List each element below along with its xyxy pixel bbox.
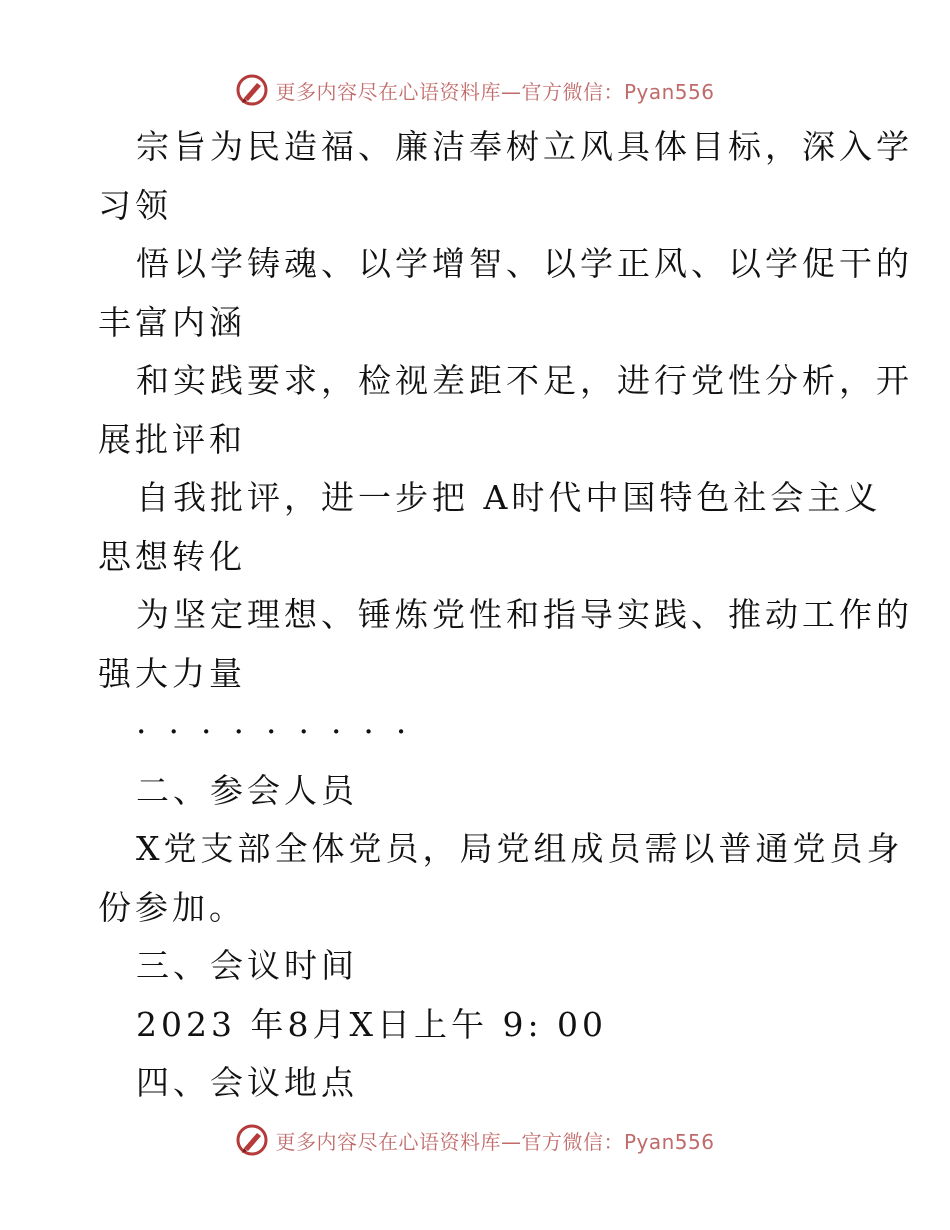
text-line: 宗旨为民造福、廉洁奉树立风具体目标，深入学	[136, 127, 913, 166]
document-body	[98, 118, 913, 1113]
text-line: 2023 年8月X日上午 9: 00	[136, 1004, 608, 1044]
text-line: 为坚定理想、锤炼党性和指导实践、推动工作的	[136, 595, 913, 634]
text-line: 思想转化	[98, 536, 246, 576]
text-line: ·········	[136, 712, 429, 751]
text-line: 四、会议地点	[136, 1063, 358, 1102]
text-line: 三、会议时间	[136, 946, 358, 985]
text-line: 和实践要求，检视差距不足，进行党性分析，开	[136, 361, 913, 400]
text-line: 悟以学铸魂、以学增智、以学正风、以学促干的	[136, 244, 913, 283]
header-banner	[0, 70, 950, 110]
text-line: 展批评和	[98, 419, 246, 459]
footer-banner-text: 更多内容尽在心语资料库—官方微信：Pyan556	[275, 1129, 715, 1154]
text-line: 强大力量	[98, 653, 246, 693]
text-line: 丰富内涵	[98, 302, 246, 342]
pen-logo-icon	[235, 73, 269, 107]
header-banner-text: 更多内容尽在心语资料库—官方微信：Pyan556	[275, 79, 715, 104]
text-line: 习领	[98, 185, 172, 225]
text-line: 自我批评，进一步把 A时代中国特色社会主义	[136, 478, 882, 517]
text-line: 份参加。	[98, 887, 246, 927]
footer-banner	[0, 1120, 950, 1160]
text-line: 二、参会人员	[136, 770, 358, 810]
text-line: X党支部全体党员，局党组成员需以普通党员身	[136, 829, 904, 868]
pen-logo-icon	[235, 1123, 269, 1157]
